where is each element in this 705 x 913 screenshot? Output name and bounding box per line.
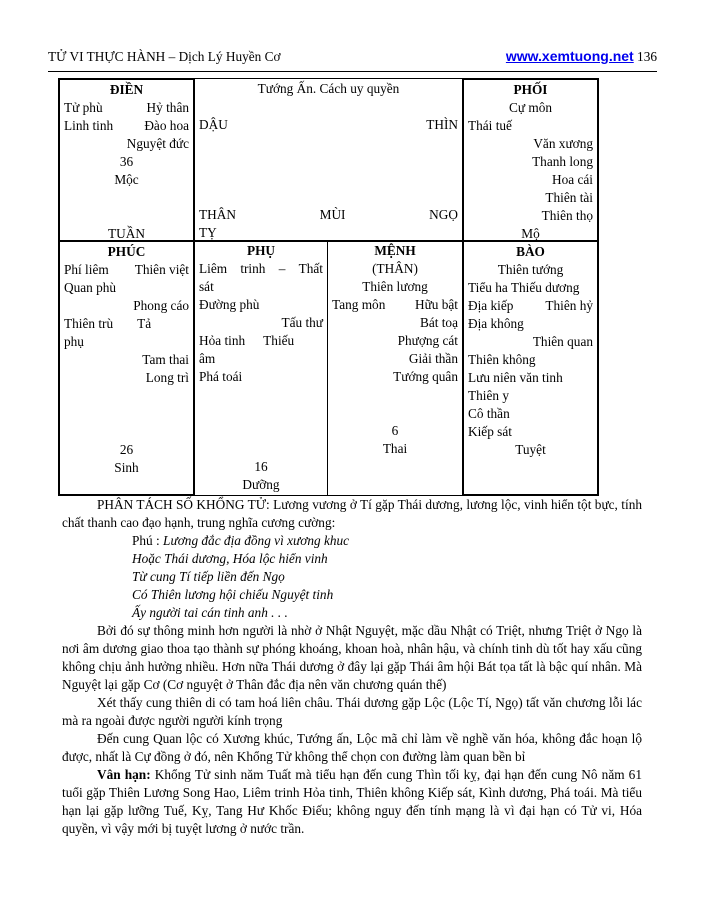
palace-phu xyxy=(194,240,328,496)
star: Hỷ thân xyxy=(146,100,189,115)
star: Đào hoa xyxy=(144,118,189,133)
star: Hoa cái xyxy=(552,172,593,187)
page-header xyxy=(48,42,657,72)
paragraph xyxy=(62,766,642,838)
center-area xyxy=(194,78,463,242)
age: 26 xyxy=(119,442,134,457)
star: Hỏa tinh xyxy=(199,333,246,348)
palace-title: ĐIỀN xyxy=(109,82,144,97)
paragraph: Xét thấy cung thiên di có tam hoá liên châu. Thái dương gặp Lộc (Lộc Tí, Ngọ) tất văn chương lỗi lác mà ra ngoài được người người kính trọng xyxy=(62,695,642,728)
star: Long trì xyxy=(145,370,189,385)
star: Cự môn xyxy=(508,100,553,115)
palace-title: BÀO xyxy=(516,244,545,259)
star: sát xyxy=(199,279,214,294)
paragraph-text: Khổng Tử sinh năm Tuất mà tiểu hạn đến cung Thìn tối kỵ, đại hạn đến cung Nô năm 61 tuổi gặp Thiên Lương Song Hao, Liêm trinh Hỏa tinh, Thiên không Kiếp sát, Kình dương, Phá toái. Mà tiểu hạn lại gặp lưỡng Tuế, Kỵ, Tang Hư Khốc Điếu; không nguy đến tính mạng là vì đại hạn có Tử vi, Hóa quyền, vì vậy mới bị tuyệt lương ở nước trần. xyxy=(62,767,642,836)
stage: Mộc xyxy=(114,172,139,187)
palace-title: PHỐI xyxy=(513,82,548,97)
palace-title: PHÚC xyxy=(107,244,146,259)
branch: THÌN xyxy=(426,117,458,132)
star: Tướng quân xyxy=(393,369,458,384)
star: Quan phù xyxy=(64,280,117,295)
palace-title: PHỤ xyxy=(246,243,276,258)
star: Cô thần xyxy=(468,406,510,421)
stage: Dưỡng xyxy=(242,477,280,492)
star: Phí liêm xyxy=(64,262,109,277)
stage: Thai xyxy=(382,441,408,456)
verse-line: Có Thiên lương hội chiếu Nguyệt tinh xyxy=(132,587,334,602)
page-number: 136 xyxy=(637,49,657,64)
branch: NGỌ xyxy=(429,207,458,222)
star: Thiên tướng xyxy=(497,262,564,277)
star: Thiên việt xyxy=(134,262,189,277)
star: Phượng cát xyxy=(397,333,458,348)
star: Bát toạ xyxy=(419,315,458,330)
branch: TỴ xyxy=(199,225,217,240)
verse-line: Ấy người tai cán tinh anh . . . xyxy=(132,605,288,620)
star: Kiếp sát xyxy=(468,424,512,439)
star: Thiên thọ xyxy=(541,208,593,223)
palace-phuc xyxy=(58,240,195,496)
horoscope-chart xyxy=(58,78,599,496)
palace-dien xyxy=(58,78,195,242)
verse-line: Từ cung Tí tiếp liền đến Ngọ xyxy=(132,569,285,584)
verse-line: Hoặc Thái dương, Hóa lộc hiển vinh xyxy=(132,551,328,566)
star: Thái tuế xyxy=(468,118,512,133)
body-text xyxy=(62,496,642,838)
star: Thiên không xyxy=(468,352,536,367)
branch: MÙI xyxy=(319,207,346,222)
verse-label: Phú : xyxy=(132,533,164,548)
palace-menh xyxy=(327,240,463,496)
paragraph: PHÂN TÁCH SỐ KHỔNG TỬ: Lương vương ở Tí gặp Thái dương, lương lộc, vinh hiển tột bực, tính chất thanh cao đạo hạnh, trung nghĩa cương cường: xyxy=(62,497,642,530)
star: Địa không xyxy=(468,316,524,331)
paragraph: Đến cung Quan lộc có Xương khúc, Tướng ấn, Lộc mã chỉ làm về nghề văn hóa, không đắc hoạn lộ được, nhất là Cự đồng ở đó, nên Khổng Tử không thể chọn con đường làm quan bền bỉ xyxy=(62,731,642,764)
star: âm xyxy=(199,351,216,366)
star: Văn xương xyxy=(533,136,593,151)
star: Tử phù xyxy=(64,100,103,115)
star: Nguyệt đức xyxy=(126,136,189,151)
star: Tiểu ha Thiếu dương xyxy=(468,280,580,295)
star: Thiên hỷ xyxy=(545,298,593,313)
star: trinh xyxy=(240,261,266,276)
star: Tang môn xyxy=(332,297,386,312)
paragraph: Bởi đó sự thông minh hơn người là nhờ ở Nhật Nguyệt, mặc dầu Nhật có Triệt, nhưng Triệt ở Ngọ là nơi âm dương giao thoa tạo thành sự phóng khoáng, khoan hoà, nhân hậu, và chính tinh dù tốt hay xấu cũng không chịu ảnh hưởng nhiều. Hơn nữa Thái dương ở đây lại gặp Thái âm hội Bát tọa tất là bậc quí nhân. Mà Nguyệt lại gặp Cơ (Cơ nguyệt ở Thân đắc địa nên văn chương quán thế) xyxy=(62,623,642,692)
branch: THÂN xyxy=(199,207,236,222)
stage: Tuyệt xyxy=(515,442,546,457)
star: Thiên y xyxy=(468,388,509,403)
star: Hữu bật xyxy=(414,297,458,312)
chart-title: Tướng Ấn. Cách uy quyền xyxy=(257,81,400,96)
verse-line: Lương đắc địa đồng vì xương khuc xyxy=(163,533,350,548)
age: 16 xyxy=(254,459,268,474)
star: Tả xyxy=(137,316,152,331)
tuan-mark: TUẦN xyxy=(108,226,145,241)
age: 36 xyxy=(119,154,134,169)
star: Thanh long xyxy=(532,154,593,169)
star: Linh tinh xyxy=(64,118,114,133)
star: Thiếu xyxy=(263,333,295,348)
star: Liêm xyxy=(199,261,228,276)
star: Lưu niên văn tinh xyxy=(468,370,563,385)
star: (THÂN) xyxy=(372,261,418,276)
star: Thiên lương xyxy=(362,279,428,294)
palace-bao xyxy=(462,240,599,496)
star: Thiên tài xyxy=(545,190,593,205)
palace-phoi xyxy=(462,78,599,242)
star: – xyxy=(278,261,286,276)
header-title: TỬ VI THỰC HÀNH – Dịch Lý Huyền Cơ xyxy=(48,48,281,64)
star: Tấu thư xyxy=(281,315,323,330)
star: Tam thai xyxy=(142,352,189,367)
star: Địa kiếp xyxy=(468,298,514,313)
stage: Mộ xyxy=(521,226,540,241)
section-label: Vân hạn: xyxy=(97,767,151,782)
palace-title: MỆNH xyxy=(374,243,416,258)
branch: DẬU xyxy=(199,117,228,132)
star: Giải thần xyxy=(408,351,458,366)
star: Phá toái xyxy=(199,369,243,384)
star: Thiên trù xyxy=(64,316,114,331)
star: Phong cáo xyxy=(133,298,189,313)
star: phụ xyxy=(64,334,84,349)
stage: Sinh xyxy=(114,460,139,475)
star: Đường phù xyxy=(199,297,260,312)
star: Thất xyxy=(298,261,323,276)
site-link[interactable]: www.xemtuong.net xyxy=(505,48,634,64)
age: 6 xyxy=(391,423,399,438)
star: Thiên quan xyxy=(532,334,593,349)
